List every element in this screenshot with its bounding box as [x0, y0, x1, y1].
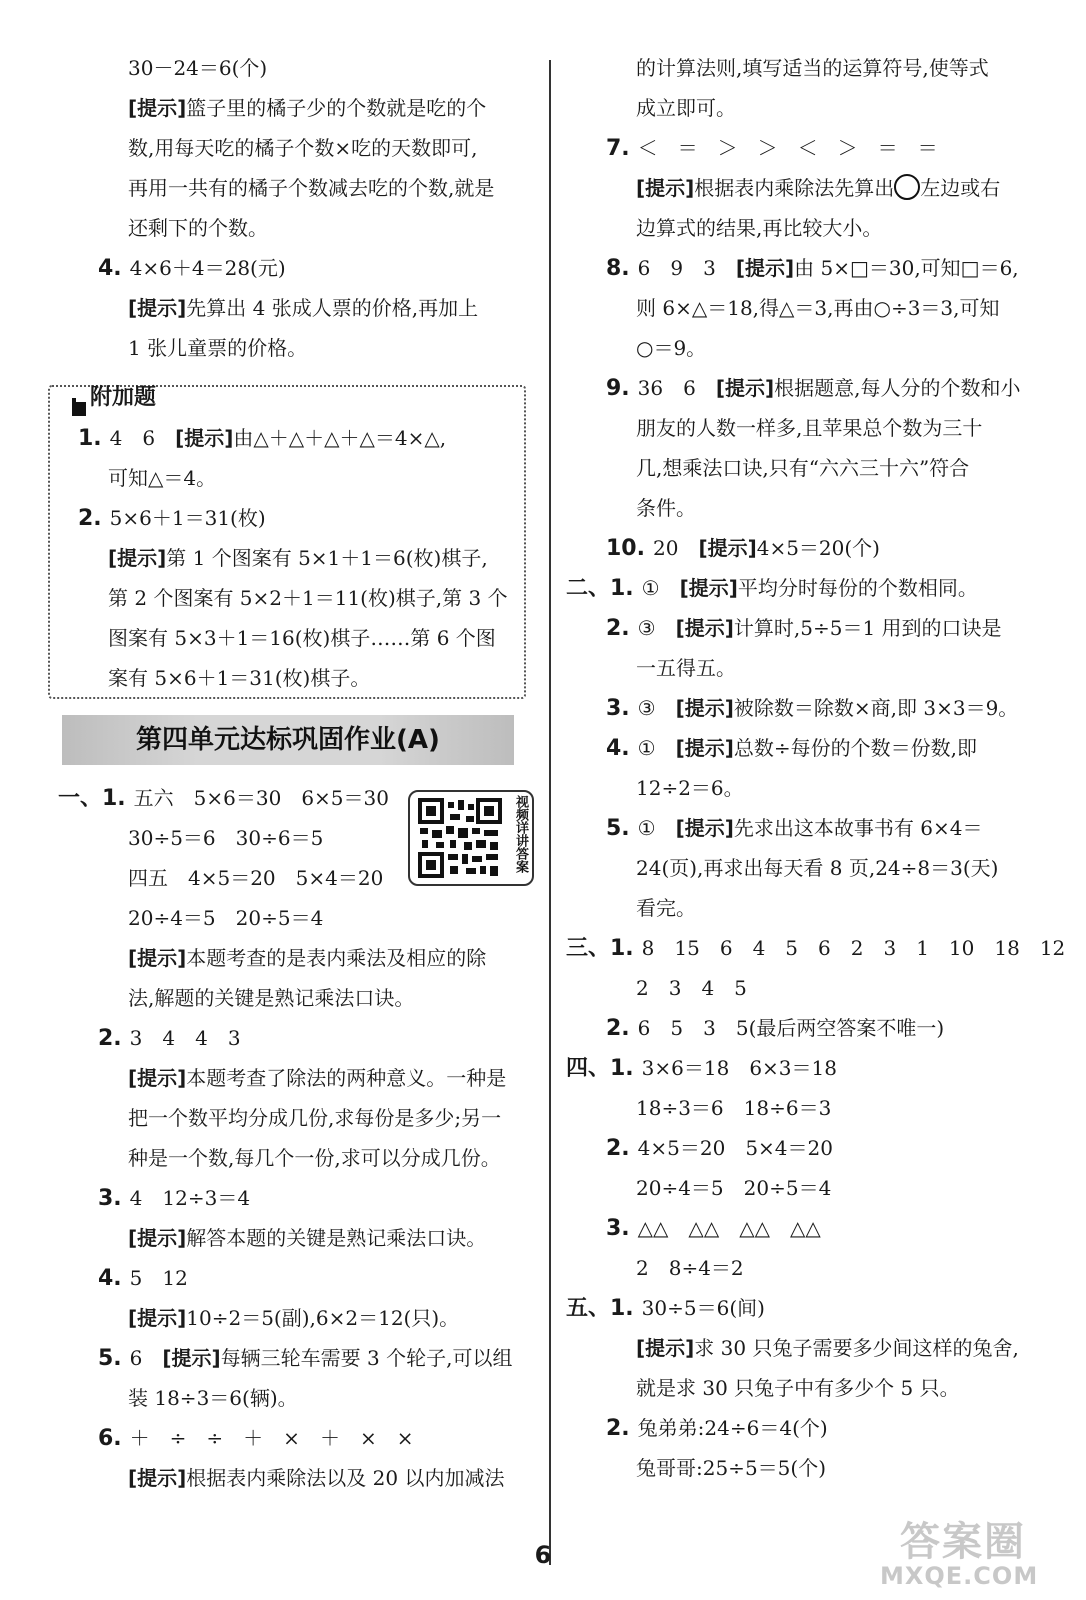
answer-text: [提示]本题考查的是表内乘法及相应的除 — [128, 946, 487, 970]
answer-text-continued: 左边或右 — [920, 176, 1001, 200]
answer-text: [提示]第 1 个图案有 5×1＋1＝6(枚)棋子, — [108, 546, 488, 570]
answer-line — [606, 614, 1002, 643]
answer-text: 的计算法则,填写适当的运算符号,使等式 — [636, 56, 989, 80]
answer-text: [提示]解答本题的关键是熟记乘法口诀。 — [128, 1226, 487, 1250]
question-number: 4. — [606, 736, 630, 761]
hint-tag: [提示] — [108, 546, 167, 570]
page-number: 6 — [534, 1541, 552, 1569]
answer-line — [128, 54, 267, 82]
hint-tag: [提示] — [128, 96, 187, 120]
hint-tag: [提示] — [175, 426, 234, 450]
answer-text: 18÷3＝6 18÷6＝3 — [636, 1096, 832, 1120]
answer-line — [128, 1104, 501, 1132]
answer-text: 6 9 3 [提示]由 5×□＝30,可知□＝6, — [637, 256, 1019, 280]
answer-text: 几,想乘法口诀,只有“六六三十六”符合 — [636, 456, 970, 480]
answer-line — [128, 134, 477, 162]
question-number: 2. — [606, 616, 630, 641]
answer-line — [606, 374, 1021, 403]
question-number: 2. — [606, 1416, 630, 1441]
answer-line — [636, 174, 1000, 202]
answer-text: [提示]根据表内乘除法以及 20 以内加减法 — [128, 1466, 505, 1490]
answer-line — [78, 424, 446, 453]
answer-text: 24(页),再求出每天看 8 页,24÷8＝3(天) — [636, 856, 999, 880]
answer-line — [128, 1384, 298, 1412]
answer-line — [98, 1264, 188, 1293]
answer-line — [98, 1024, 241, 1053]
answer-text: 一五得五。 — [636, 656, 736, 680]
answer-text: ＜ ＝ ＞ ＞ ＜ ＞ ＝ ＝ — [637, 136, 938, 160]
answer-text: 可知△＝4。 — [108, 466, 217, 490]
answer-line — [128, 294, 478, 322]
answer-line — [636, 94, 736, 122]
unit-title: 第四单元达标巩固作业(A) — [136, 725, 440, 755]
answer-line — [128, 904, 323, 932]
question-number: 3. — [606, 1216, 630, 1241]
answer-text: [提示]本题考查了除法的两种意义。一种是 — [128, 1066, 507, 1090]
answer-line — [128, 1144, 501, 1172]
answer-text: 20÷4＝5 20÷5＝4 — [128, 906, 324, 930]
answer-text: 兔弟弟:24÷6＝4(个) — [637, 1416, 828, 1440]
answer-text: 36 6 [提示]根据题意,每人分的个数和小 — [637, 376, 1021, 400]
answer-line — [606, 534, 880, 563]
answer-line — [58, 784, 389, 813]
answer-text: 1 张儿童票的价格。 — [128, 336, 308, 360]
answer-line — [606, 734, 977, 763]
answer-text: ○＝9。 — [636, 336, 707, 360]
answer-text: 看完。 — [636, 896, 696, 920]
answer-line — [128, 1224, 486, 1252]
answer-text: 30－24＝6(个) — [128, 56, 268, 80]
answer-line — [128, 334, 307, 362]
answer-line — [566, 934, 1065, 963]
answer-line — [636, 1094, 831, 1122]
answer-text: 四五 4×5＝20 5×4＝20 — [128, 866, 384, 890]
answer-line — [566, 574, 978, 603]
hint-tag: [提示] — [128, 1466, 187, 1490]
answer-line — [108, 464, 216, 492]
answer-text: 4 12÷3＝4 — [129, 1186, 251, 1210]
hint-tag: [提示] — [715, 376, 775, 400]
answer-text: 边算式的结果,再比较大小。 — [636, 216, 883, 240]
answer-text: 种是一个数,每几个一份,求可以分成几份。 — [128, 1146, 501, 1170]
answer-text: 兔哥哥:25÷5＝5(个) — [636, 1456, 826, 1480]
answer-line — [108, 584, 508, 612]
answer-text: [提示]先算出 4 张成人票的价格,再加上 — [128, 296, 479, 320]
answer-line — [636, 334, 706, 362]
answer-line — [636, 214, 882, 242]
hint-tag: [提示] — [675, 736, 734, 760]
answer-line — [566, 1054, 837, 1083]
answer-text: 数,用每天吃的橘子个数×吃的天数即可, — [128, 136, 478, 160]
answer-line — [606, 134, 938, 163]
answer-line — [606, 1214, 821, 1243]
circle-symbol-icon — [894, 174, 920, 200]
hint-tag: [提示] — [128, 1066, 187, 1090]
column-divider — [549, 60, 551, 1565]
question-number: 9. — [606, 376, 630, 401]
answer-text: 条件。 — [636, 496, 696, 520]
answer-text: 3×6＝18 6×3＝18 — [641, 1056, 837, 1080]
answer-line — [566, 1294, 765, 1323]
answer-line — [636, 454, 969, 482]
answer-text: ③ [提示]计算时,5÷5＝1 用到的口诀是 — [637, 616, 1002, 640]
question-number: 3. — [606, 696, 630, 721]
answer-text: ① [提示]平均分时每份的个数相同。 — [641, 576, 978, 600]
answer-line — [128, 214, 268, 242]
qr-caption: 视频详讲答案 — [513, 795, 528, 873]
answer-text: 法,解题的关键是熟记乘法口诀。 — [128, 986, 415, 1010]
hint-tag: [提示] — [128, 946, 187, 970]
answer-text: 2 3 4 5 — [636, 976, 747, 1000]
answer-text: 就是求 30 只兔子中有多少个 5 只。 — [636, 1376, 960, 1400]
answer-line — [606, 1014, 944, 1043]
question-number: 四、1. — [566, 1056, 634, 1081]
answer-text: 2 8÷4＝2 — [636, 1256, 744, 1280]
answer-text: 30÷5＝6(间) — [641, 1296, 765, 1320]
answer-line — [636, 54, 989, 82]
question-number: 1. — [78, 426, 102, 451]
answer-text: 案有 5×6＋1＝31(枚)棋子。 — [108, 666, 371, 690]
answer-line — [606, 254, 1019, 283]
answer-text: 4 6 [提示]由△＋△＋△＋△＝4×△, — [109, 426, 447, 450]
answer-text: 还剩下的个数。 — [128, 216, 268, 240]
question-number: 5. — [98, 1346, 122, 1371]
answer-text: 五六 5×6＝30 6×5＝30 — [133, 786, 389, 810]
watermark — [880, 1510, 1080, 1595]
answer-line — [128, 94, 486, 122]
answer-text: [提示]根据表内乘除法先算出 — [636, 176, 895, 200]
hint-tag: [提示] — [698, 536, 757, 560]
question-number: 7. — [606, 136, 630, 161]
answer-text: 再用一共有的橘子个数减去吃的个数,就是 — [128, 176, 495, 200]
hint-tag: [提示] — [675, 816, 734, 840]
answer-text: 成立即可。 — [636, 96, 736, 120]
answer-line — [98, 1424, 413, 1453]
answer-line — [98, 1344, 512, 1373]
hint-tag: [提示] — [675, 696, 734, 720]
answer-line — [636, 294, 1000, 322]
answer-line — [128, 1064, 506, 1092]
question-number: 2. — [98, 1026, 122, 1051]
answer-text: ＋ ÷ ÷ ＋ × ＋ × × — [129, 1426, 414, 1450]
question-number: 二、1. — [566, 576, 634, 601]
answer-text: 5×6＋1＝31(枚) — [109, 506, 266, 530]
hint-tag: [提示] — [679, 576, 738, 600]
answer-text: ③ [提示]被除数＝除数×商,即 3×3＝9。 — [637, 696, 1019, 720]
answer-text: 图案有 5×3＋1＝16(枚)棋子……第 6 个图 — [108, 626, 496, 650]
answer-line — [128, 864, 383, 892]
question-number: 2. — [606, 1136, 630, 1161]
answer-text: 4×6＋4＝28(元) — [129, 256, 286, 280]
answer-line — [636, 1254, 744, 1282]
hint-tag: [提示] — [128, 1226, 187, 1250]
answer-text: 30÷5＝6 30÷6＝5 — [128, 826, 324, 850]
answer-text: 第 2 个图案有 5×2＋1＝11(枚)棋子,第 3 个 — [108, 586, 508, 610]
answer-text: [提示]求 30 只兔子需要多少间这样的兔舍, — [636, 1336, 1019, 1360]
answer-line — [128, 174, 494, 202]
answer-line — [606, 1414, 828, 1443]
answer-line — [128, 984, 414, 1012]
answer-text: 8 15 6 4 5 6 2 3 1 10 18 12 — [641, 936, 1066, 960]
question-number: 5. — [606, 816, 630, 841]
answer-text: 20÷4＝5 20÷5＝4 — [636, 1176, 832, 1200]
question-number: 10. — [606, 536, 645, 561]
question-number: 一、1. — [58, 786, 126, 811]
answer-line — [636, 974, 747, 1002]
answer-line — [606, 1134, 833, 1163]
answer-text: 20 [提示]4×5＝20(个) — [652, 536, 880, 560]
answer-line — [108, 664, 370, 692]
hint-tag: [提示] — [128, 1306, 187, 1330]
question-number: 2. — [606, 1016, 630, 1041]
question-number: 五、1. — [566, 1296, 634, 1321]
answer-text: 4×5＝20 5×4＝20 — [637, 1136, 833, 1160]
answer-text: ① [提示]总数÷每份的个数＝份数,即 — [637, 736, 978, 760]
bonus-flag-icon — [72, 398, 86, 416]
answer-line — [98, 254, 286, 283]
answer-text: [提示]篮子里的橘子少的个数就是吃的个 — [128, 96, 487, 120]
question-number: 4. — [98, 256, 122, 281]
question-number: 8. — [606, 256, 630, 281]
hint-tag: [提示] — [636, 1336, 695, 1360]
answer-line — [636, 1174, 831, 1202]
hint-tag: [提示] — [675, 616, 734, 640]
answer-line — [128, 1304, 459, 1332]
answer-text: [提示]10÷2＝5(副),6×2＝12(只)。 — [128, 1306, 460, 1330]
answer-text: 朋友的人数一样多,且苹果总个数为三十 — [636, 416, 983, 440]
answer-text: 5 12 — [129, 1266, 188, 1290]
answer-text: ① [提示]先求出这本故事书有 6×4＝ — [637, 816, 983, 840]
bonus-title: 附加题 — [90, 385, 157, 410]
answer-line — [636, 1454, 826, 1482]
watermark-url: MXQE.COM — [880, 1562, 1039, 1590]
hint-tag: [提示] — [735, 256, 795, 280]
answer-line — [636, 1374, 960, 1402]
answer-text: 6 5 3 5(最后两空答案不唯一) — [637, 1016, 945, 1040]
question-number: 4. — [98, 1266, 122, 1291]
answer-line — [636, 494, 696, 522]
question-number: 3. — [98, 1186, 122, 1211]
watermark-logo-text: 答案圈 — [900, 1519, 1026, 1565]
question-number: 三、1. — [566, 936, 634, 961]
answer-text: △△ △△ △△ △△ — [637, 1216, 821, 1240]
answer-line — [606, 694, 1018, 723]
answer-text: 装 18÷3＝6(辆)。 — [128, 1386, 298, 1410]
answer-line — [606, 814, 982, 843]
hint-tag: [提示] — [162, 1346, 221, 1370]
unit-banner — [62, 715, 514, 765]
answer-line — [128, 824, 323, 852]
answer-line — [636, 854, 998, 882]
answer-line — [108, 624, 496, 652]
answer-line — [636, 1334, 1019, 1362]
answer-text: 12÷2＝6。 — [636, 776, 744, 800]
answer-text: 3 4 4 3 — [129, 1026, 241, 1050]
answer-text: 把一个数平均分成几份,求每份是多少;另一 — [128, 1106, 502, 1130]
answer-line — [636, 414, 982, 442]
answer-line — [636, 894, 696, 922]
answer-line — [108, 544, 488, 572]
answer-text: 6 [提示]每辆三轮车需要 3 个轮子,可以组 — [129, 1346, 513, 1370]
answer-line — [98, 1184, 250, 1213]
answer-line — [78, 504, 266, 533]
answer-line — [128, 944, 486, 972]
question-number: 2. — [78, 506, 102, 531]
answer-line — [636, 654, 736, 682]
hint-tag: [提示] — [128, 296, 187, 320]
answer-line — [128, 1464, 504, 1492]
hint-tag: [提示] — [636, 176, 695, 200]
answer-text: 则 6×△＝18,得△＝3,再由○÷3＝3,可知 — [636, 296, 1000, 320]
answer-line — [636, 774, 744, 802]
question-number: 6. — [98, 1426, 122, 1451]
